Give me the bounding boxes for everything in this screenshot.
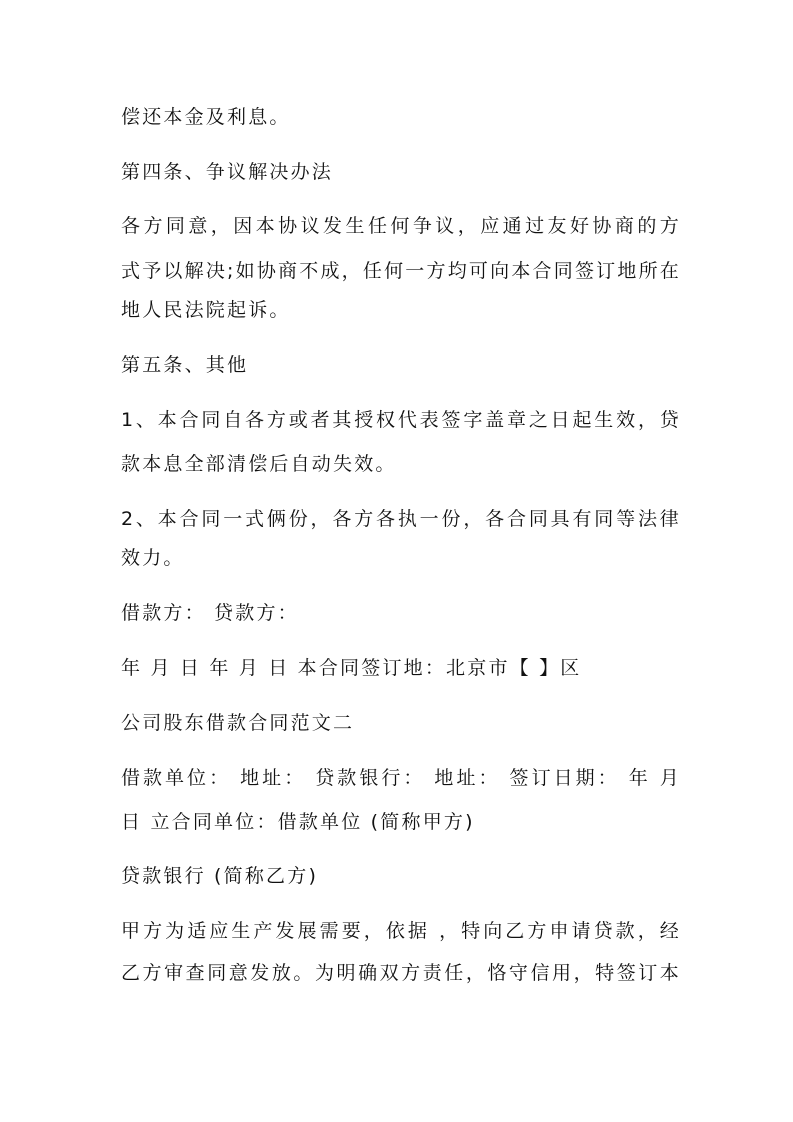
text-line: 1、本合同自各方或者其授权代表签字盖章之日起生效，贷	[121, 409, 681, 431]
text-line: 各方同意，因本协议发生任何争议，应通过友好协商的方	[121, 215, 681, 237]
text-line: 偿还本金及利息。	[121, 106, 291, 128]
section-heading: 第四条、争议解决办法	[121, 161, 334, 183]
section-heading: 公司股东借款合同范文二	[121, 712, 355, 734]
text-line: 借款单位： 地址： 贷款银行： 地址： 签订日期： 年 月	[121, 767, 681, 789]
text-line: 式予以解决;如协商不成，任何一方均可向本合同签订地所在	[121, 260, 681, 282]
text-line: 2、本合同一式俩份，各方各执一份，各合同具有同等法律	[121, 508, 681, 530]
text-line: 贷款银行 (简称乙方)	[121, 865, 319, 887]
signature-line: 借款方： 贷款方：	[121, 602, 299, 624]
text-line: 款本息全部清偿后自动失效。	[121, 453, 397, 475]
text-line: 甲方为适应生产发展需要，依据 ，特向乙方申请贷款，经	[121, 920, 681, 942]
text-line: 乙方审查同意发放。为明确双方责任，恪守信用，特签订本	[121, 962, 681, 984]
section-heading: 第五条、其他	[121, 354, 249, 376]
text-line: 地人民法院起诉。	[121, 299, 291, 321]
date-line: 年 月 日 年 月 日 本合同签订地：北京市【 】区	[121, 657, 582, 679]
text-line: 效力。	[121, 547, 185, 569]
text-line: 日 立合同单位：借款单位 (简称甲方)	[121, 811, 475, 833]
